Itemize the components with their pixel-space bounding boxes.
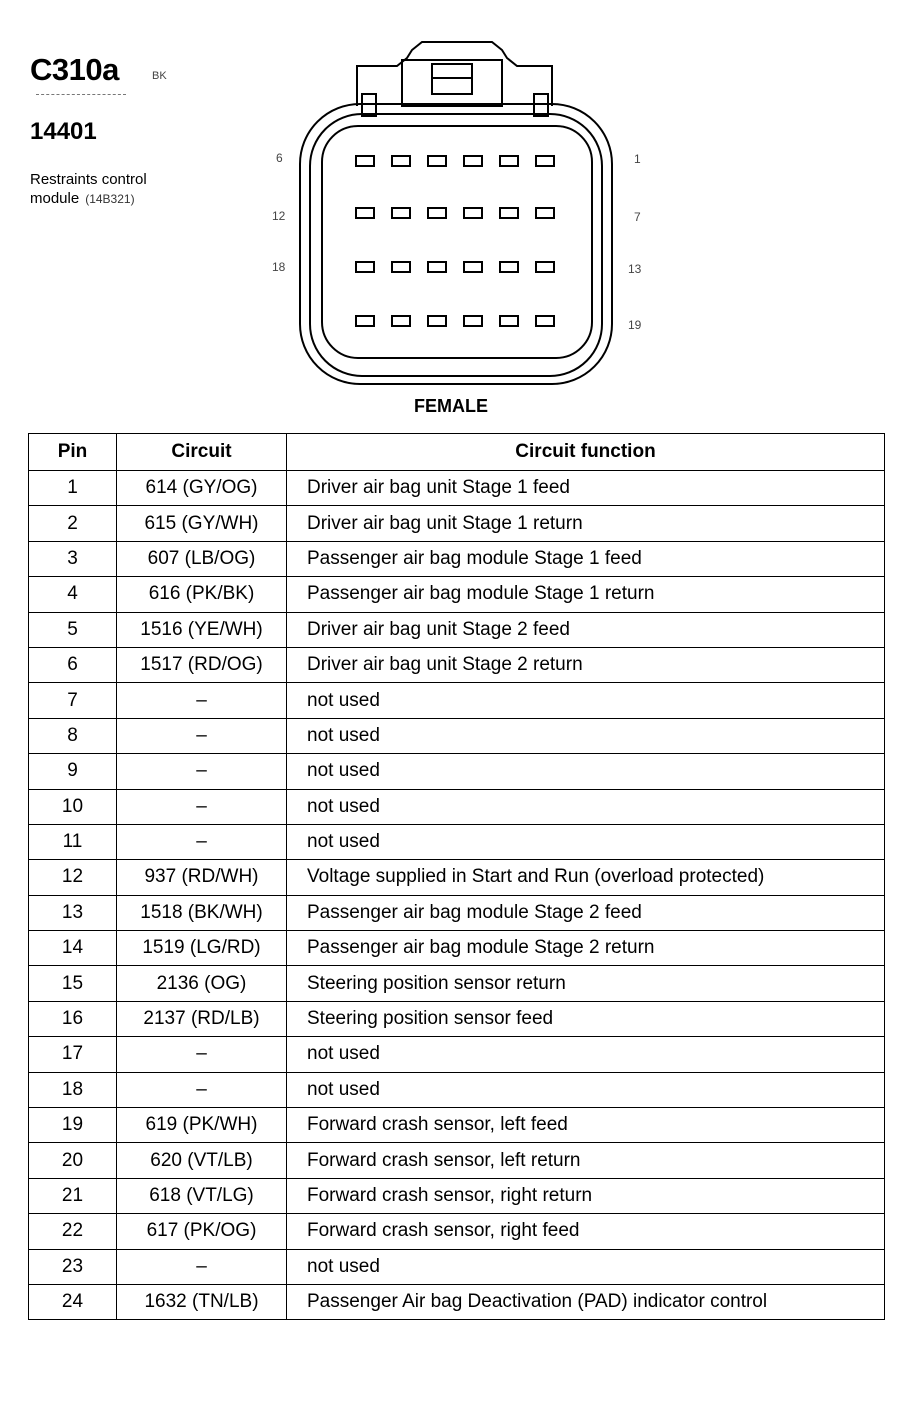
function-cell: not used [287,1072,885,1107]
function-cell: not used [287,824,885,859]
table-row [29,1072,885,1107]
circuit-cell: 1516 (YE/WH) [117,612,287,647]
function-cell: not used [287,1037,885,1072]
table-row [29,1214,885,1249]
pin-cell: 11 [29,824,117,859]
function-cell: not used [287,789,885,824]
pin-cell: 5 [29,612,117,647]
table-row [29,612,885,647]
function-cell: Voltage supplied in Start and Run (overload protected) [287,860,885,895]
table-row [29,966,885,1001]
connector-color-code: BK [152,70,167,82]
header-pin: Pin [29,434,117,471]
circuit-cell: – [117,718,287,753]
circuit-cell: 1517 (RD/OG) [117,647,287,682]
circuit-cell: 937 (RD/WH) [117,860,287,895]
table-row [29,824,885,859]
function-cell: Forward crash sensor, left return [287,1143,885,1178]
table-row [29,541,885,576]
table-row [29,895,885,930]
pin-cell: 18 [29,1072,117,1107]
function-cell: Driver air bag unit Stage 2 feed [287,612,885,647]
pin-cell: 10 [29,789,117,824]
circuit-cell: – [117,754,287,789]
table-row [29,754,885,789]
pin-cell: 12 [29,860,117,895]
circuit-cell: – [117,683,287,718]
connector-outer-shell [300,104,612,384]
header-function: Circuit function [287,434,885,471]
circuit-cell: 607 (LB/OG) [117,541,287,576]
pin-cell: 9 [29,754,117,789]
table-row [29,683,885,718]
pin-cell: 20 [29,1143,117,1178]
circuit-cell: 617 (PK/OG) [117,1214,287,1249]
table-row [29,1001,885,1036]
function-cell: Forward crash sensor, left feed [287,1108,885,1143]
connector-latch [357,42,552,106]
pin-label-18: 18 [272,260,286,274]
component-description [30,170,147,209]
circuit-cell: – [117,1037,287,1072]
pin-cell: 7 [29,683,117,718]
table-row [29,1037,885,1072]
part-number: 14401 [30,118,97,145]
pin-cell: 6 [29,647,117,682]
pin-cell: 8 [29,718,117,753]
function-cell: Passenger Air bag Deactivation (PAD) indicator control [287,1284,885,1319]
table-row [29,577,885,612]
pin-cell: 22 [29,1214,117,1249]
connector-mid-shell [310,114,602,376]
description-line2: module [30,190,80,207]
table-row [29,1249,885,1284]
pin-cell: 24 [29,1284,117,1319]
function-cell: Passenger air bag module Stage 1 feed [287,541,885,576]
connector-code: C310a [30,52,119,87]
pin-cavities [356,156,554,326]
function-cell: Forward crash sensor, right return [287,1178,885,1213]
pin-cell: 16 [29,1001,117,1036]
circuit-cell: 614 (GY/OG) [117,471,287,506]
function-cell: not used [287,1249,885,1284]
table-row [29,931,885,966]
function-cell: Passenger air bag module Stage 1 return [287,577,885,612]
table-row [29,647,885,682]
connector-gender-label: FEMALE [414,396,488,416]
circuit-cell: 1518 (BK/WH) [117,895,287,930]
function-cell: not used [287,683,885,718]
connector-inner-shell [322,126,592,358]
pin-cell: 4 [29,577,117,612]
pin-cell: 21 [29,1178,117,1213]
header-circuit: Circuit [117,434,287,471]
pin-cell: 17 [29,1037,117,1072]
description-ref: (14B321) [85,192,135,206]
circuit-cell: – [117,1249,287,1284]
pin-label-7: 7 [634,210,641,224]
header-underline [36,94,126,95]
table-row [29,506,885,541]
pin-cell: 13 [29,895,117,930]
pin-cell: 15 [29,966,117,1001]
function-cell: Steering position sensor return [287,966,885,1001]
pin-table-header-row [29,434,885,471]
function-cell: Driver air bag unit Stage 1 return [287,506,885,541]
description-line1: Restraints control [30,171,147,188]
circuit-cell: 618 (VT/LG) [117,1178,287,1213]
function-cell: Forward crash sensor, right feed [287,1214,885,1249]
pin-table-body [29,471,885,1320]
pin-cell: 2 [29,506,117,541]
pin-label-19: 19 [628,318,642,332]
circuit-cell: 620 (VT/LB) [117,1143,287,1178]
pin-cell: 3 [29,541,117,576]
table-row [29,1178,885,1213]
pin-label-12: 12 [272,209,286,223]
circuit-cell: 615 (GY/WH) [117,506,287,541]
pin-cell: 14 [29,931,117,966]
function-cell: Steering position sensor feed [287,1001,885,1036]
pin-table [28,433,885,1320]
function-cell: Passenger air bag module Stage 2 feed [287,895,885,930]
function-cell: Passenger air bag module Stage 2 return [287,931,885,966]
circuit-cell: 2137 (RD/LB) [117,1001,287,1036]
circuit-cell: 619 (PK/WH) [117,1108,287,1143]
pin-label-13: 13 [628,262,642,276]
circuit-cell: 616 (PK/BK) [117,577,287,612]
circuit-cell: 2136 (OG) [117,966,287,1001]
circuit-cell: – [117,1072,287,1107]
circuit-cell: – [117,789,287,824]
function-cell: Driver air bag unit Stage 1 feed [287,471,885,506]
table-row [29,1143,885,1178]
pin-label-6: 6 [276,151,283,165]
connector-face-diagram [262,36,652,392]
circuit-cell: 1519 (LG/RD) [117,931,287,966]
function-cell: Driver air bag unit Stage 2 return [287,647,885,682]
latch-inner [402,60,502,106]
table-row [29,718,885,753]
pin-label-1: 1 [634,152,641,166]
circuit-cell: 1632 (TN/LB) [117,1284,287,1319]
table-row [29,471,885,506]
function-cell: not used [287,718,885,753]
pin-cell: 19 [29,1108,117,1143]
function-cell: not used [287,754,885,789]
table-row [29,789,885,824]
table-row [29,860,885,895]
table-row [29,1284,885,1319]
pin-cell: 1 [29,471,117,506]
pin-cell: 23 [29,1249,117,1284]
circuit-cell: – [117,824,287,859]
table-row [29,1108,885,1143]
